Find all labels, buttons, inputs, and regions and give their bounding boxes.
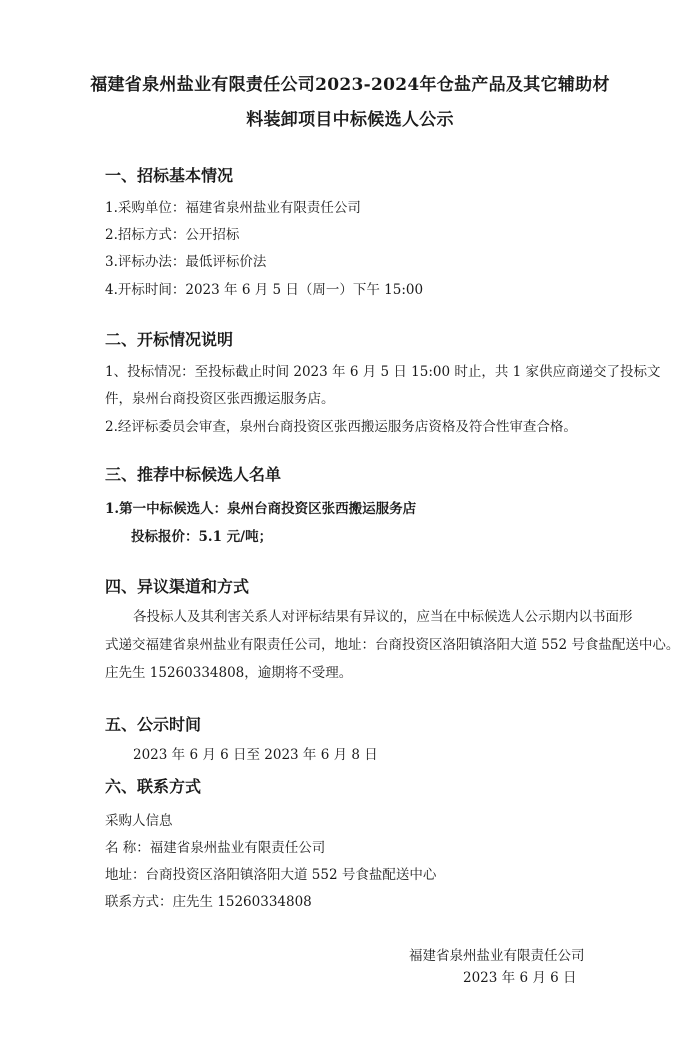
section-2-paragraph-1-line-1: 1、投标情况：至投标截止时间 2023 年 6 月 5 日 15:00 时止，共 1 家供应商递交了投标文 [105,364,661,380]
section-1-heading: 一、招标基本情况 [105,166,234,185]
section-5-heading: 五、公示时间 [105,715,202,734]
document-title-line-2: 料装卸项目中标候选人公示 [246,110,454,130]
section-1-item: 4.开标时间：2023 年 6 月 5 日（周一）下午 15:00 [105,282,424,298]
section-3-heading: 三、推荐中标候选人名单 [105,465,282,484]
document-title-line-1: 福建省泉州盐业有限责任公司2023-2024年仓盐产品及其它辅助材 [90,75,610,95]
objection-text-line-3: 庄先生 15260334808，逾期将不受理。 [105,665,353,681]
purchaser-name: 名 称：福建省泉州盐业有限责任公司 [105,840,326,856]
section-2-heading: 二、开标情况说明 [105,330,234,349]
section-4-heading: 四、异议渠道和方式 [105,577,250,596]
section-2-paragraph-1-line-2: 件，泉州台商投资区张西搬运服务店。 [105,391,335,407]
purchaser-address: 地址：台商投资区洛阳镇洛阳大道 552 号食盐配送中心 [105,867,437,883]
signature-organization: 福建省泉州盐业有限责任公司 [409,948,585,964]
purchaser-contact: 联系方式：庄先生 15260334808 [105,894,312,910]
section-2-paragraph-2: 2.经评标委员会审查，泉州台商投资区张西搬运服务店资格及符合性审查合格。 [105,419,577,435]
objection-text-line-1: 各投标人及其利害关系人对评标结果有异议的，应当在中标候选人公示期内以书面形 [133,609,633,625]
purchaser-info-label: 采购人信息 [105,813,173,829]
section-6-heading: 六、联系方式 [105,777,202,796]
signature-date: 2023 年 6 月 6 日 [463,970,577,986]
section-1-item: 1.采购单位：福建省泉州盐业有限责任公司 [105,200,361,216]
section-1-item: 3.评标办法：最低评标价法 [105,254,267,270]
section-1-item: 2.招标方式：公开招标 [105,227,240,243]
objection-text-line-2: 式递交福建省泉州盐业有限责任公司，地址：台商投资区洛阳镇洛阳大道 552 号食盐配送中心。 [105,637,680,653]
first-candidate: 1.第一中标候选人：泉州台商投资区张西搬运服务店 [105,501,417,517]
publicity-period: 2023 年 6 月 6 日至 2023 年 6 月 8 日 [133,747,378,763]
bid-price: 投标报价：5.1 元/吨； [131,529,273,545]
